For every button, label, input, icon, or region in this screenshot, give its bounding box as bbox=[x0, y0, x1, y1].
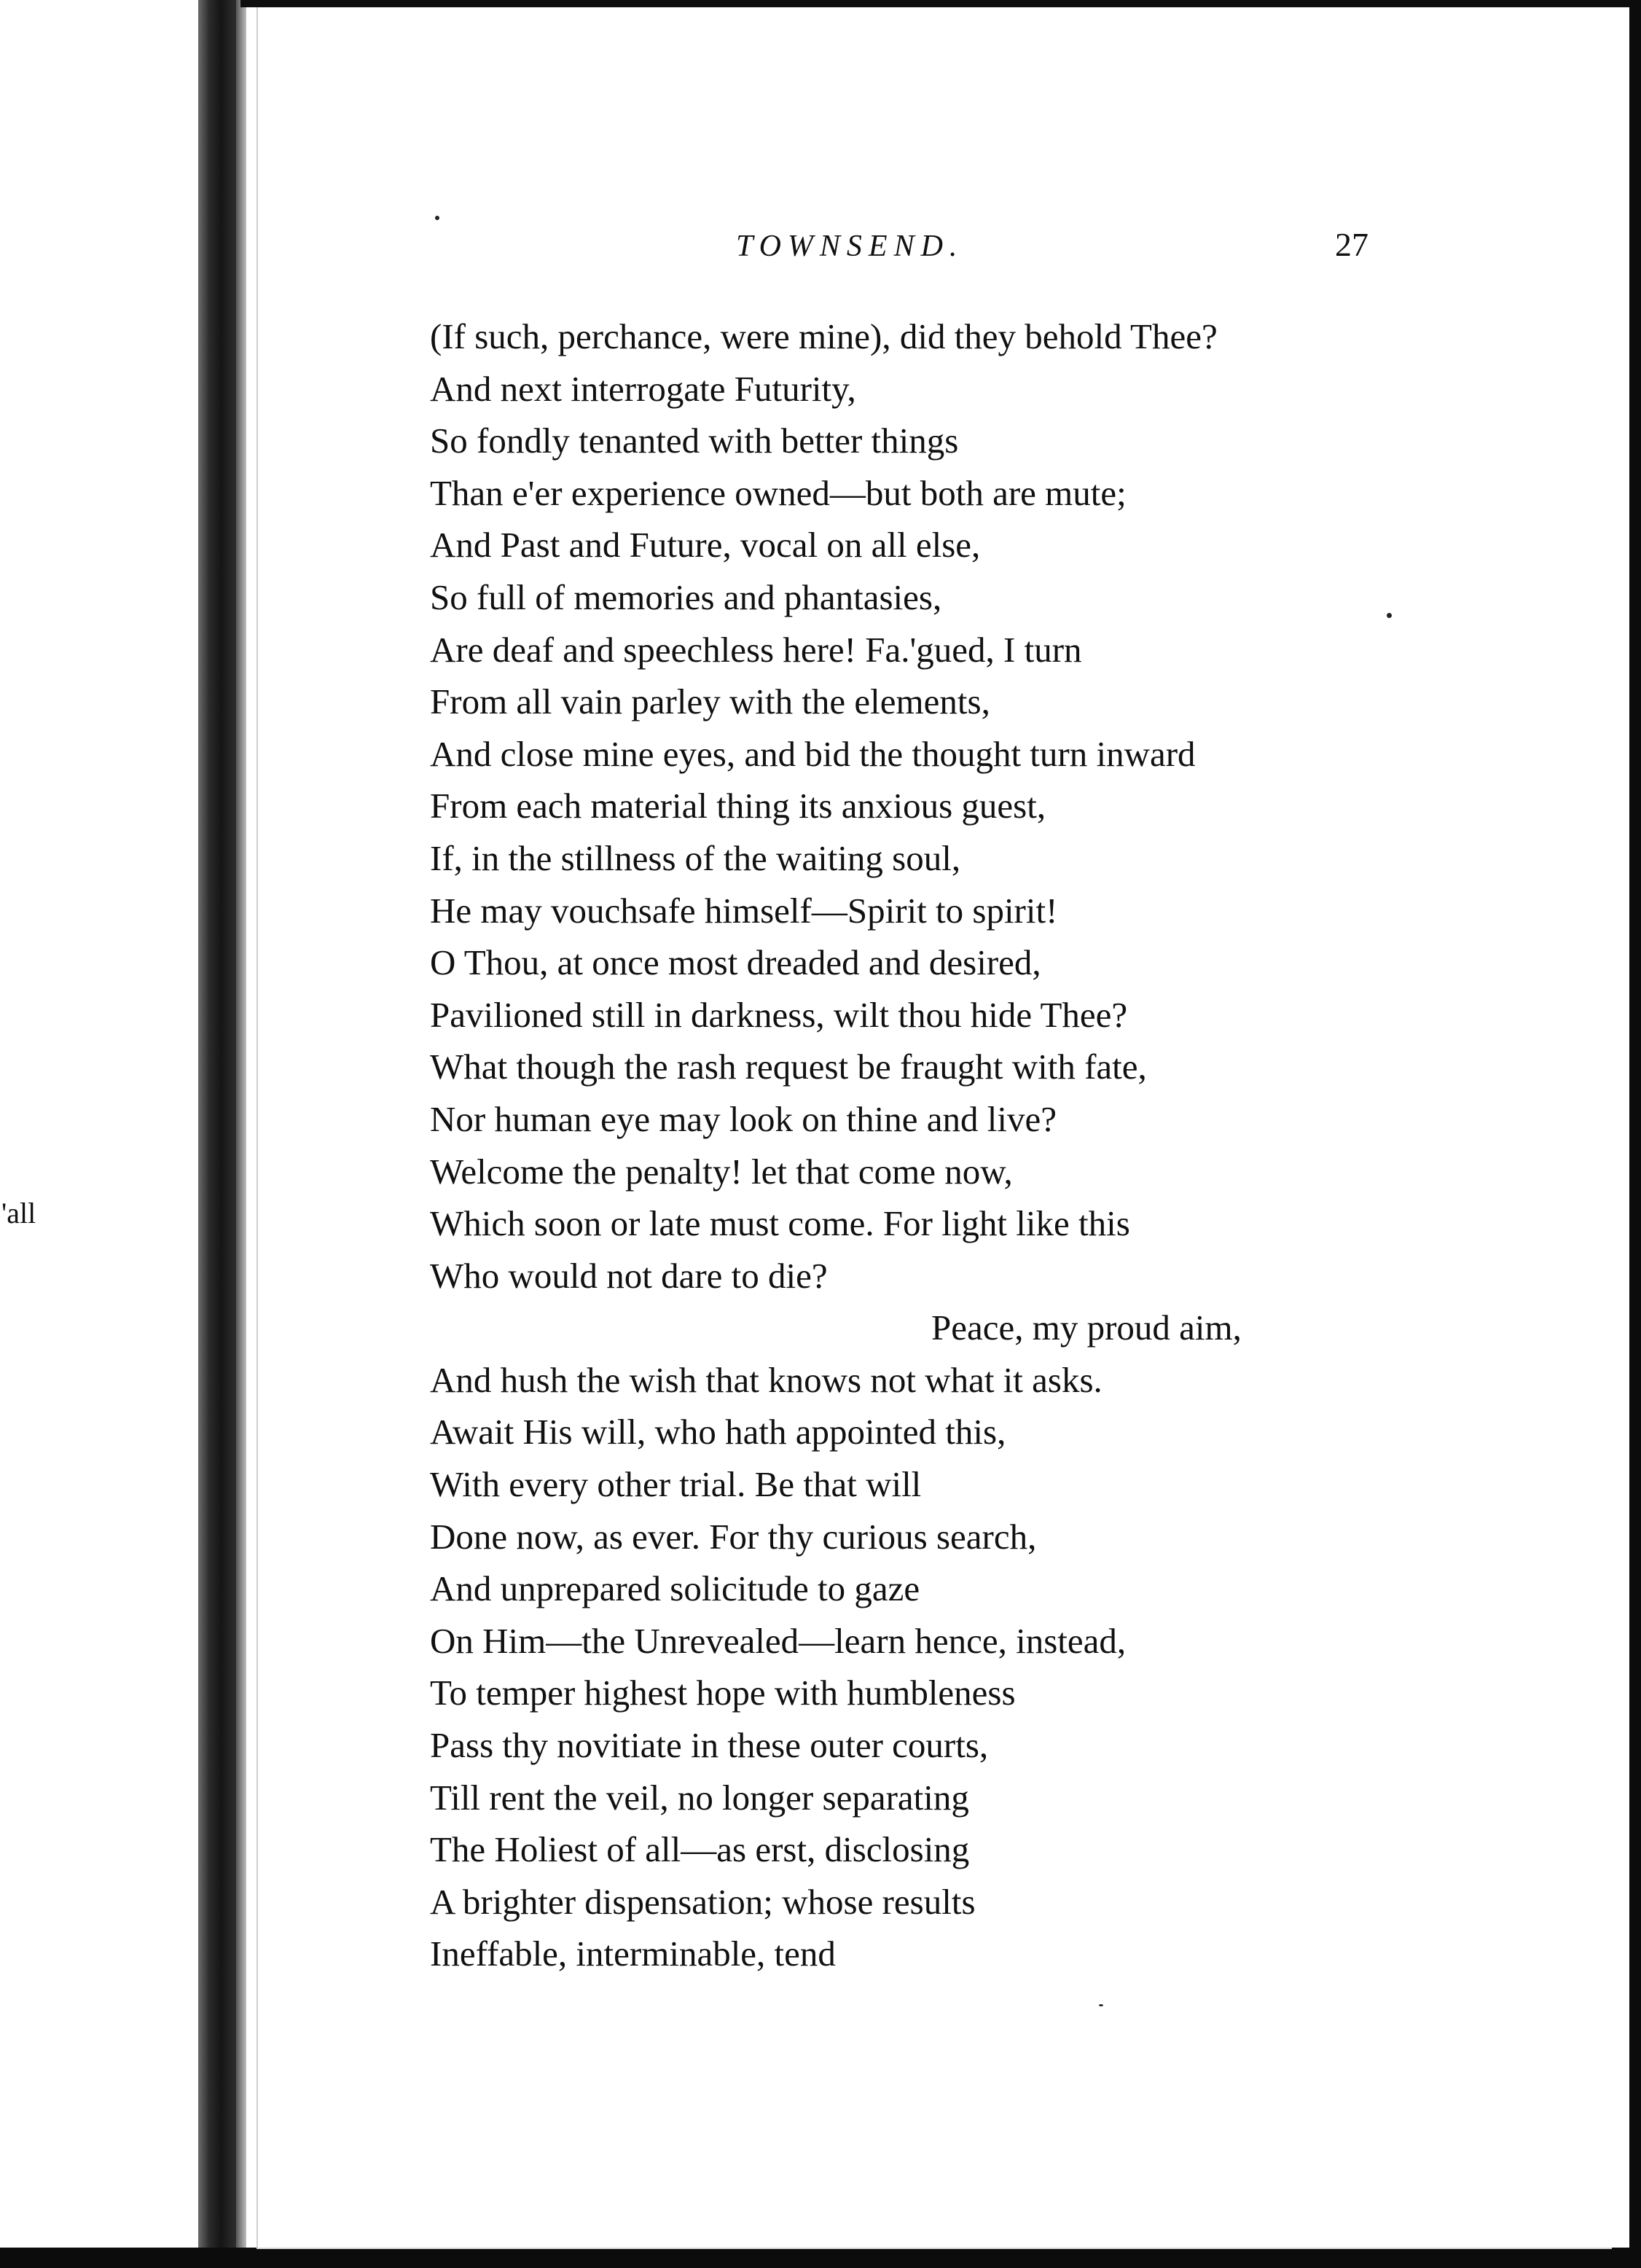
poem-line: So full of memories and phantasies, bbox=[430, 576, 942, 617]
poem-text bbox=[430, 310, 1392, 1980]
scan-top-border bbox=[240, 0, 1641, 7]
poem-line: On Him—the Unrevealed—learn hence, instead, bbox=[430, 1620, 1127, 1661]
poem-line: The Holiest of all—as erst, disclosing bbox=[430, 1829, 970, 1870]
poem-line: And hush the wish that knows not what it asks. bbox=[430, 1359, 1103, 1400]
poem-line: With every other trial. Be that will bbox=[430, 1464, 922, 1505]
poem-line: Are deaf and speechless here! Fa.'gued, I turn bbox=[430, 629, 1082, 670]
poem-line: And Past and Future, vocal on all else, bbox=[430, 525, 981, 566]
book-gutter bbox=[198, 0, 236, 2268]
scan-bottom-border bbox=[0, 2248, 1641, 2268]
poem-line: What though the rash request be fraught with fate, bbox=[430, 1047, 1147, 1087]
left-page-text-fragment: 'all bbox=[1, 1197, 36, 1229]
poem-line: And next interrogate Futurity, bbox=[430, 368, 856, 409]
ink-speck bbox=[1099, 2004, 1103, 2006]
poem-line: Pavilioned still in darkness, wilt thou hide Thee? bbox=[430, 994, 1128, 1035]
poem-line: From all vain parley with the elements, bbox=[430, 681, 990, 722]
poem-line: If, in the stillness of the waiting soul, bbox=[430, 837, 961, 878]
poem-line: A brighter dispensation; whose results bbox=[430, 1881, 976, 1922]
poem-line: Welcome the penalty! let that come now, bbox=[430, 1151, 1013, 1192]
poem-line: Nor human eye may look on thine and live? bbox=[430, 1098, 1057, 1139]
left-facing-page bbox=[0, 0, 198, 2268]
poem-line: Done now, as ever. For thy curious search, bbox=[430, 1516, 1037, 1557]
poem-line: O Thou, at once most dreaded and desired, bbox=[430, 942, 1041, 983]
ink-speck bbox=[435, 216, 439, 220]
poem-line: (If such, perchance, were mine), did they behold Thee? bbox=[430, 316, 1218, 356]
poem-line: And unprepared solicitude to gaze bbox=[430, 1568, 920, 1609]
poem-line: To temper highest hope with humbleness bbox=[430, 1673, 1016, 1713]
poem-line: Pass thy novitiate in these outer courts, bbox=[430, 1725, 989, 1766]
poem-line: From each material thing its anxious guest, bbox=[430, 786, 1046, 826]
scan-right-border bbox=[1629, 0, 1641, 2268]
poem-line: And close mine eyes, and bid the thought turn inward bbox=[430, 733, 1196, 774]
gutter-shadow bbox=[236, 0, 246, 2268]
poem-line: Than e'er experience owned—but both are mute; bbox=[430, 472, 1127, 513]
poem-line: Ineffable, interminable, tend bbox=[430, 1933, 836, 1974]
page-number: 27 bbox=[1335, 226, 1368, 263]
poem-line: Till rent the veil, no longer separating bbox=[430, 1777, 969, 1818]
poem-line: Which soon or late must come. For light like this bbox=[430, 1203, 1130, 1244]
poem-line: Await His will, who hath appointed this, bbox=[430, 1412, 1006, 1452]
poem-line: So fondly tenanted with better things bbox=[430, 421, 959, 461]
poem-line: He may vouchsafe himself—Spirit to spirit! bbox=[430, 890, 1058, 931]
poem-line-indented: Peace, my proud aim, bbox=[931, 1307, 1242, 1348]
poem-line: Who would not dare to die? bbox=[430, 1255, 828, 1296]
running-head: TOWNSEND. bbox=[736, 230, 964, 263]
